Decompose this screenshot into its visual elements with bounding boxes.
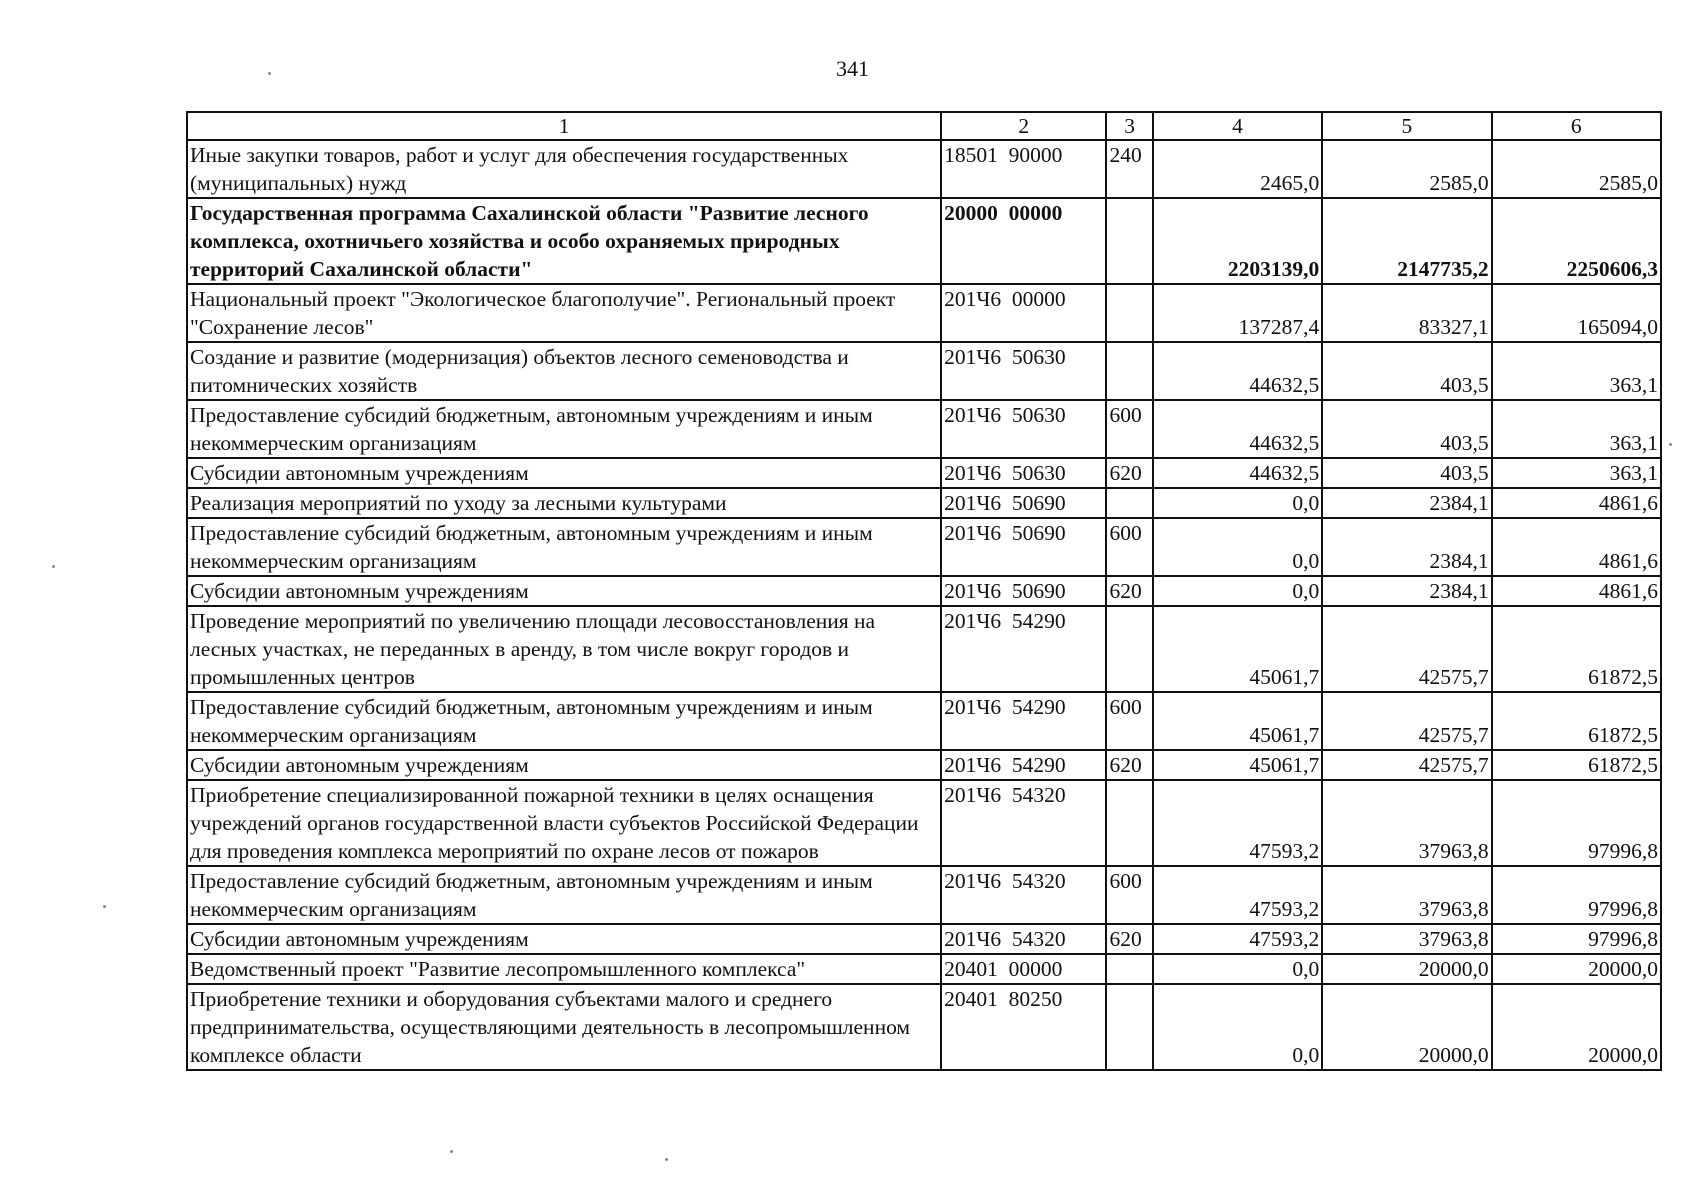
row-value-col5: 403,5 (1322, 400, 1491, 458)
row-value-col6: 363,1 (1492, 342, 1661, 400)
row-value-col4: 44632,5 (1153, 458, 1322, 488)
table-row (187, 924, 1661, 954)
scan-speck (1669, 443, 1672, 446)
row-value-col6: 165094,0 (1492, 284, 1661, 342)
row-code-cell: 201Ч6 50630 (941, 342, 1106, 400)
row-vr-cell (1106, 488, 1152, 518)
row-vr-cell (1106, 284, 1152, 342)
row-value-col6: 61872,5 (1492, 750, 1661, 780)
row-name-cell: Субсидии автономным учреждениям (187, 576, 941, 606)
header-col-1: 1 (187, 112, 941, 140)
scan-speck (665, 1158, 668, 1161)
row-value-col5: 403,5 (1322, 342, 1491, 400)
table-row (187, 140, 1661, 198)
row-value-col6: 4861,6 (1492, 576, 1661, 606)
scan-speck (268, 72, 271, 75)
header-col-2: 2 (941, 112, 1106, 140)
row-value-col6: 97996,8 (1492, 924, 1661, 954)
row-code-cell: 20000 00000 (941, 198, 1106, 284)
row-vr-cell (1106, 780, 1152, 866)
row-code-cell: 201Ч6 54320 (941, 924, 1106, 954)
header-row (187, 112, 1661, 140)
table-row (187, 488, 1661, 518)
row-value-col5: 2585,0 (1322, 140, 1491, 198)
table-row (187, 954, 1661, 984)
row-name-cell: Предоставление субсидий бюджетным, автономным учреждениям и иным некоммерческим организациям (187, 692, 941, 750)
row-value-col5: 42575,7 (1322, 750, 1491, 780)
table-row (187, 576, 1661, 606)
row-value-col5: 2384,1 (1322, 488, 1491, 518)
row-value-col6: 363,1 (1492, 458, 1661, 488)
row-vr-cell: 620 (1106, 924, 1152, 954)
header-col-3: 3 (1106, 112, 1152, 140)
row-code-cell: 20401 80250 (941, 984, 1106, 1070)
table-row (187, 284, 1661, 342)
row-code-cell: 201Ч6 54320 (941, 866, 1106, 924)
row-name-cell: Ведомственный проект "Развитие лесопромышленного комплекса" (187, 954, 941, 984)
row-name-cell: Государственная программа Сахалинской области "Развитие лесного комплекса, охотничьего хозяйства и особо охраняемых природных территорий Сахалинской области" (187, 198, 941, 284)
row-value-col4: 0,0 (1153, 518, 1322, 576)
row-code-cell: 201Ч6 50630 (941, 400, 1106, 458)
row-vr-cell: 600 (1106, 692, 1152, 750)
row-name-cell: Предоставление субсидий бюджетным, автономным учреждениям и иным некоммерческим организациям (187, 866, 941, 924)
header-col-5: 5 (1322, 112, 1491, 140)
row-value-col5: 42575,7 (1322, 692, 1491, 750)
row-vr-cell: 620 (1106, 458, 1152, 488)
row-value-col5: 42575,7 (1322, 606, 1491, 692)
table-row (187, 866, 1661, 924)
row-code-cell: 201Ч6 50690 (941, 576, 1106, 606)
table-row (187, 198, 1661, 284)
row-name-cell: Национальный проект "Экологическое благополучие". Региональный проект "Сохранение лесов" (187, 284, 941, 342)
row-name-cell: Приобретение специализированной пожарной техники в целях оснащения учреждений органов государственной власти субъектов Российской Федерации для проведения комплекса мероприятий по охране лесов от пожаров (187, 780, 941, 866)
table-row (187, 606, 1661, 692)
row-value-col6: 4861,6 (1492, 488, 1661, 518)
row-name-cell: Приобретение техники и оборудования субъектами малого и среднего предпринимательства, осуществляющими деятельность в лесопромышленном комплексе области (187, 984, 941, 1070)
row-code-cell: 201Ч6 50690 (941, 488, 1106, 518)
row-code-cell: 20401 00000 (941, 954, 1106, 984)
row-name-cell: Иные закупки товаров, работ и услуг для обеспечения государственных (муниципальных) нужд (187, 140, 941, 198)
row-value-col5: 2147735,2 (1322, 198, 1491, 284)
row-vr-cell: 600 (1106, 866, 1152, 924)
scan-speck (103, 905, 106, 908)
row-value-col4: 47593,2 (1153, 780, 1322, 866)
header-col-4: 4 (1153, 112, 1322, 140)
row-name-cell: Субсидии автономным учреждениям (187, 458, 941, 488)
table-row (187, 984, 1661, 1070)
row-value-col6: 97996,8 (1492, 866, 1661, 924)
table-body (187, 140, 1661, 1070)
row-code-cell: 201Ч6 00000 (941, 284, 1106, 342)
row-vr-cell (1106, 954, 1152, 984)
scan-speck (450, 1150, 453, 1153)
row-value-col5: 2384,1 (1322, 576, 1491, 606)
row-vr-cell (1106, 198, 1152, 284)
row-name-cell: Реализация мероприятий по уходу за лесными культурами (187, 488, 941, 518)
row-code-cell: 201Ч6 54320 (941, 780, 1106, 866)
row-code-cell: 201Ч6 54290 (941, 606, 1106, 692)
row-value-col4: 47593,2 (1153, 924, 1322, 954)
row-value-col6: 61872,5 (1492, 692, 1661, 750)
row-vr-cell: 600 (1106, 518, 1152, 576)
table-row (187, 342, 1661, 400)
row-value-col6: 97996,8 (1492, 780, 1661, 866)
row-value-col6: 2250606,3 (1492, 198, 1661, 284)
row-vr-cell: 620 (1106, 576, 1152, 606)
budget-table (186, 111, 1662, 1071)
row-name-cell: Проведение мероприятий по увеличению площади лесовосстановления на лесных участках, не переданных в аренду, в том числе вокруг городов и промышленных центров (187, 606, 941, 692)
row-value-col4: 2203139,0 (1153, 198, 1322, 284)
table-row (187, 780, 1661, 866)
row-value-col4: 0,0 (1153, 984, 1322, 1070)
row-value-col6: 4861,6 (1492, 518, 1661, 576)
row-code-cell: 201Ч6 50690 (941, 518, 1106, 576)
row-name-cell: Субсидии автономным учреждениям (187, 750, 941, 780)
row-code-cell: 201Ч6 50630 (941, 458, 1106, 488)
row-vr-cell (1106, 342, 1152, 400)
row-value-col5: 37963,8 (1322, 924, 1491, 954)
row-value-col4: 45061,7 (1153, 692, 1322, 750)
header-col-6: 6 (1492, 112, 1661, 140)
row-vr-cell: 240 (1106, 140, 1152, 198)
row-value-col5: 83327,1 (1322, 284, 1491, 342)
table-row (187, 518, 1661, 576)
row-name-cell: Субсидии автономным учреждениям (187, 924, 941, 954)
row-name-cell: Предоставление субсидий бюджетным, автономным учреждениям и иным некоммерческим организациям (187, 518, 941, 576)
row-name-cell: Создание и развитие (модернизация) объектов лесного семеноводства и питомнических хозяйств (187, 342, 941, 400)
row-value-col6: 2585,0 (1492, 140, 1661, 198)
row-value-col4: 44632,5 (1153, 400, 1322, 458)
row-value-col5: 37963,8 (1322, 780, 1491, 866)
row-value-col5: 20000,0 (1322, 984, 1491, 1070)
row-value-col4: 0,0 (1153, 488, 1322, 518)
row-vr-cell: 620 (1106, 750, 1152, 780)
page-number: 341 (836, 56, 869, 81)
row-value-col4: 44632,5 (1153, 342, 1322, 400)
row-value-col4: 137287,4 (1153, 284, 1322, 342)
row-code-cell: 201Ч6 54290 (941, 692, 1106, 750)
row-value-col4: 2465,0 (1153, 140, 1322, 198)
row-value-col5: 2384,1 (1322, 518, 1491, 576)
row-value-col4: 45061,7 (1153, 750, 1322, 780)
row-value-col6: 363,1 (1492, 400, 1661, 458)
table-row (187, 750, 1661, 780)
row-value-col6: 20000,0 (1492, 954, 1661, 984)
row-code-cell: 201Ч6 54290 (941, 750, 1106, 780)
row-value-col4: 0,0 (1153, 576, 1322, 606)
row-vr-cell (1106, 984, 1152, 1070)
scan-speck (52, 565, 55, 568)
table-row (187, 458, 1661, 488)
row-vr-cell: 600 (1106, 400, 1152, 458)
table-row (187, 400, 1661, 458)
row-value-col5: 403,5 (1322, 458, 1491, 488)
row-value-col4: 47593,2 (1153, 866, 1322, 924)
row-value-col6: 61872,5 (1492, 606, 1661, 692)
row-value-col5: 20000,0 (1322, 954, 1491, 984)
row-value-col4: 0,0 (1153, 954, 1322, 984)
row-name-cell: Предоставление субсидий бюджетным, автономным учреждениям и иным некоммерческим организациям (187, 400, 941, 458)
row-code-cell: 18501 90000 (941, 140, 1106, 198)
row-value-col6: 20000,0 (1492, 984, 1661, 1070)
table-row (187, 692, 1661, 750)
row-value-col4: 45061,7 (1153, 606, 1322, 692)
row-vr-cell (1106, 606, 1152, 692)
row-value-col5: 37963,8 (1322, 866, 1491, 924)
